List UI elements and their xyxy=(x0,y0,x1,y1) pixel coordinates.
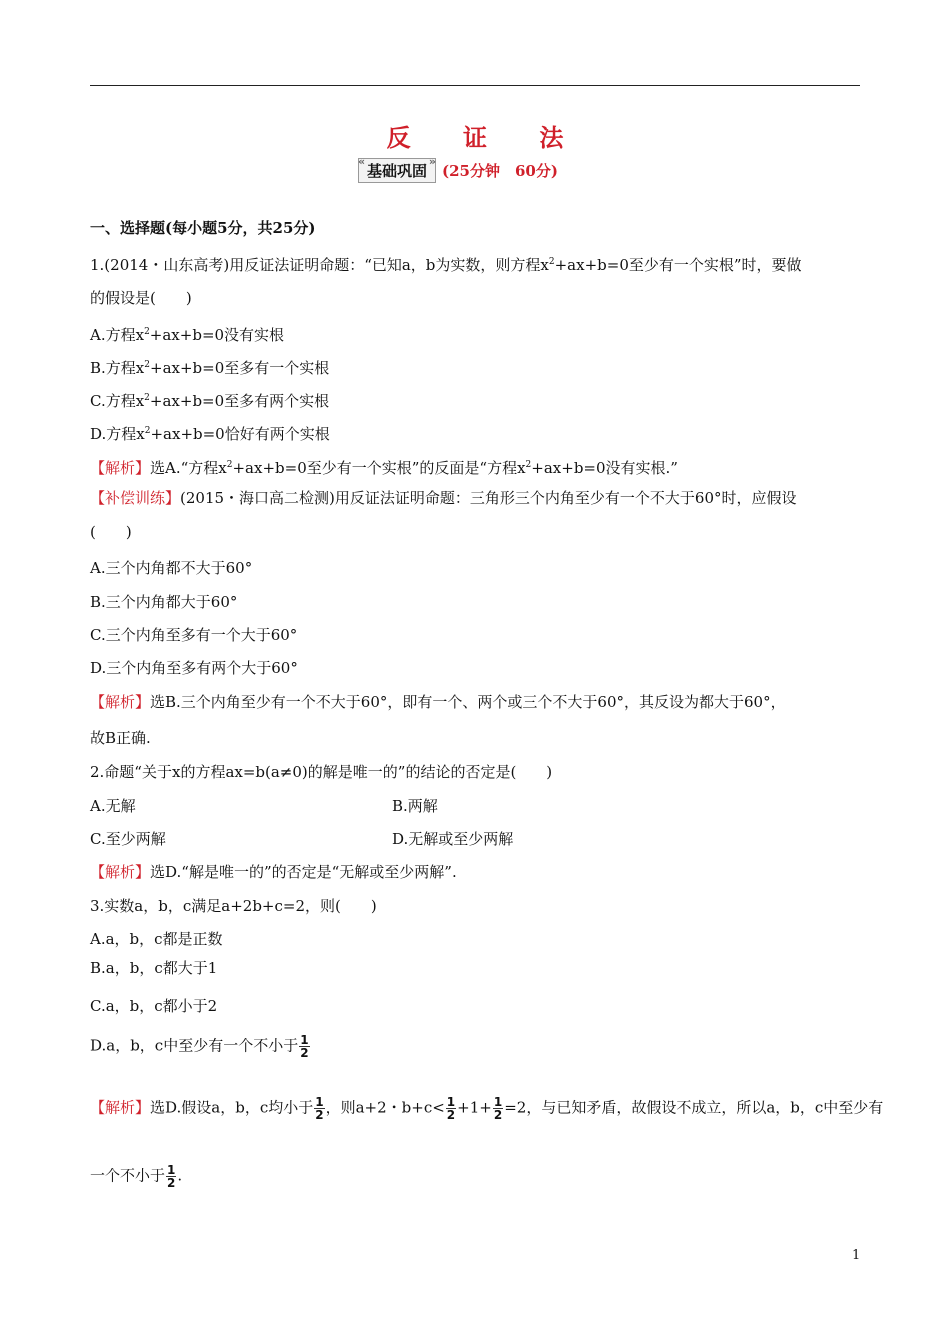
fraction: $\frac{1}{2}$ xyxy=(315,1095,324,1122)
q1-option-a: A.方程$x^2+ax+b=0$没有实根 xyxy=(90,326,285,344)
q3-stem: 3.实数a，b，c满足a+2b+c=2，则( ) xyxy=(90,897,377,915)
q2-option-b: B.两解 xyxy=(392,797,438,815)
q2-option-a: A.无解 xyxy=(90,797,136,815)
q2-option-c: C.至少两解 xyxy=(90,830,166,848)
q3-option-d: D.a，b，c中至少有一个不小于 $\frac{1}{2}$ xyxy=(90,1033,309,1060)
q3-option-b: B.a，b，c都大于1 xyxy=(90,959,218,977)
q3-option-c: C.a，b，c都小于2 xyxy=(90,997,218,1015)
q2-analysis: 【解析】选D.“解是唯一的”的否定是“无解或至少两解”. xyxy=(90,863,457,881)
section-badge: « 基础巩固 » xyxy=(358,158,436,183)
q1-stem-line2: 的假设是( ) xyxy=(90,289,192,307)
extra-analysis-line1: 【解析】选B.三个内角至少有一个不大于60°，即有一个、两个或三个不大于60°，其反设为都大于60°， xyxy=(90,693,786,711)
fraction: $\frac{1}{2}$ xyxy=(167,1163,176,1190)
q3-analysis-line1: 【解析】选D.假设a，b，c均小于 $\frac{1}{2}$ ，则a+2・b+c< $\frac{1}{2}$ +1+ $\frac{1}{2}$ =2，与已知矛盾，故假设不成立，所以a，b，c中至少有 xyxy=(90,1095,884,1122)
page-number: 1 xyxy=(852,1248,861,1263)
page-title: 反 证 法 xyxy=(386,123,586,152)
extra-option-c: C.三个内角至多有一个大于60° xyxy=(90,626,298,644)
q1-stem-line1: 1.(2014・山东高考)用反证法证明命题：“已知a，b为实数，则方程$x^2+ax+b=0$至少有一个实根”时，要做 xyxy=(90,256,802,274)
q2-option-d: D.无解或至少两解 xyxy=(392,830,514,848)
extra-stem-line2: ( ) xyxy=(90,523,132,541)
q1-option-b: B.方程$x^2+ax+b=0$至多有一个实根 xyxy=(90,359,330,377)
q1-analysis: 【解析】选A.“方程$x^2+ax+b=0$至少有一个实根”的反面是“方程$x^2+ax+b=0$没有实根.” xyxy=(90,459,678,477)
q3-analysis-line2: 一个不小于 $\frac{1}{2}$ . xyxy=(90,1163,183,1190)
extra-option-d: D.三个内角至多有两个大于60° xyxy=(90,659,298,677)
extra-option-b: B.三个内角都大于60° xyxy=(90,593,238,611)
time-score: (25分钟 60分) xyxy=(442,162,558,180)
extra-stem-line1: 【补偿训练】(2015・海口高二检测)用反证法证明命题：三角形三个内角至少有一个不大于60°时，应假设 xyxy=(90,489,797,507)
header-rule xyxy=(90,85,860,86)
q1-option-c: C.方程$x^2+ax+b=0$至多有两个实根 xyxy=(90,392,330,410)
extra-analysis-line2: 故B正确. xyxy=(90,729,151,747)
fraction: $\frac{1}{2}$ xyxy=(446,1095,456,1122)
q1-option-d: D.方程$x^2+ax+b=0$恰好有两个实根 xyxy=(90,425,330,443)
fraction: $\frac{1}{2}$ xyxy=(300,1033,309,1060)
extra-option-a: A.三个内角都不大于60° xyxy=(90,559,253,577)
fraction: $\frac{1}{2}$ xyxy=(493,1095,503,1122)
q3-option-a: A.a，b，c都是正数 xyxy=(90,930,223,948)
q2-stem: 2.命题“关于x的方程ax=b(a≠0)的解是唯一的”的结论的否定是( ) xyxy=(90,763,553,781)
section-heading: 一、选择题(每小题5分，共25分) xyxy=(90,219,316,237)
subheading xyxy=(358,158,558,183)
